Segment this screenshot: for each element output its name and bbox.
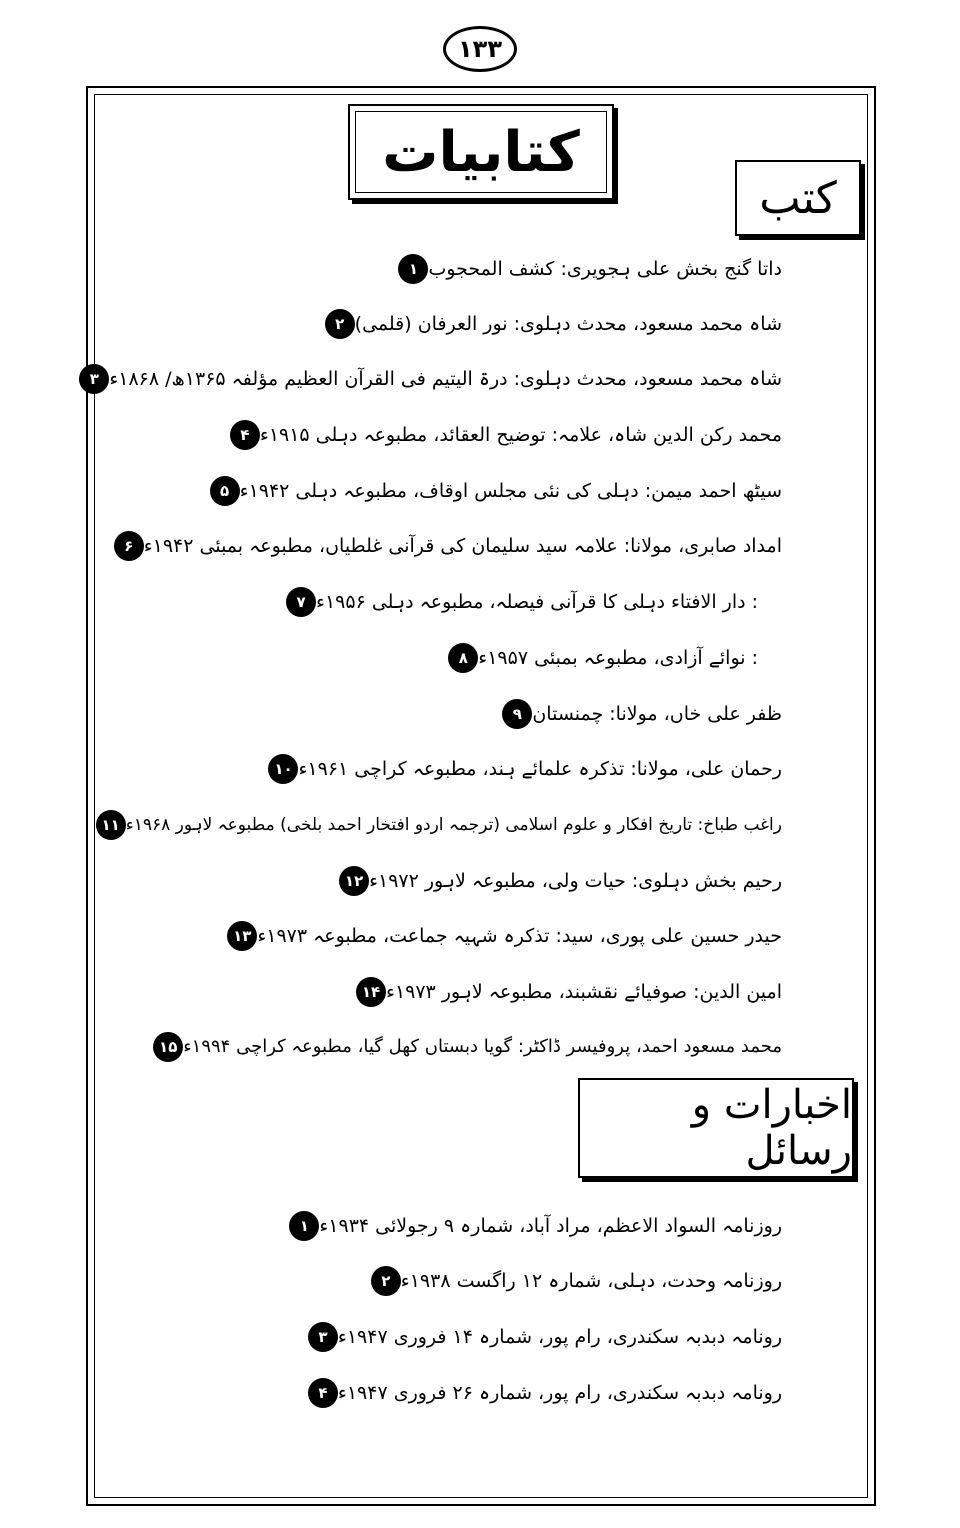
entry-number: ۱۰: [268, 754, 298, 784]
entry-number: ۱: [289, 1211, 319, 1241]
entry-text: رونامہ دبدبہ سکندری، رام پور، شمارہ ۱۴ فروری ۱۹۴۷ء: [337, 1326, 782, 1348]
entry-number: ۱۱: [96, 810, 126, 840]
book-entry: [71, 362, 782, 396]
entry-text: داتا گنج بخش علی ہجویری: کشف المحجوب: [428, 258, 782, 280]
book-entry: [440, 641, 782, 675]
entry-number: ۹: [502, 699, 532, 729]
entry-text: شاہ محمد مسعود، محدث دہلوی: درۃ الیتیم فی القرآن العظیم مؤلفہ ۱۳۶۵ھ/ ۱۸۶۸ء: [109, 368, 782, 390]
entry-text: امداد صابری، مولانا: علامہ سید سلیمان کی قرآنی غلطیاں، مطبوعہ بمبئی ۱۹۴۲ء: [143, 535, 782, 557]
book-entry: [219, 919, 782, 953]
book-entry: [88, 808, 782, 842]
news-entry: [281, 1209, 782, 1243]
book-entry: [390, 252, 782, 286]
entry-text: رونامہ دبدبہ سکندری، رام پور، شمارہ ۲۶ فروری ۱۹۴۷ء: [337, 1382, 782, 1404]
book-entry: [331, 864, 782, 898]
news-heading: اخبارات و رسائل: [578, 1078, 854, 1178]
entry-text: سیٹھ احمد میمن: دہلی کی نئی مجلس اوقاف، مطبوعہ دہلی ۱۹۴۲ء: [239, 480, 782, 502]
entry-number: ۱۳: [227, 921, 257, 951]
book-entry: [145, 1030, 782, 1064]
entry-text: حیدر حسین علی پوری، سید: تذکرہ شہیہ جماعت، مطبوعہ ۱۹۷۳ء: [257, 925, 782, 947]
entry-number: ۱۴: [356, 977, 386, 1007]
entry-text: روزنامہ وحدت، دہلی، شمارہ ۱۲ راگست ۱۹۳۸ء: [400, 1270, 782, 1292]
entry-number: ۴: [230, 420, 260, 450]
entry-number: ۴: [308, 1378, 338, 1408]
news-entry: [300, 1376, 782, 1410]
book-entry: [317, 307, 782, 341]
entry-number: ۳: [308, 1322, 338, 1352]
entry-text: محمد مسعود احمد، پروفیسر ڈاکٹر: گویا دبستاں کھل گیا، مطبوعہ کراچی ۱۹۹۴ء: [183, 1036, 782, 1057]
entry-number: ۳: [79, 364, 109, 394]
book-entry: [222, 418, 782, 452]
entry-number: ۸: [448, 643, 478, 673]
book-entry: [494, 697, 782, 731]
entry-number: ۲: [325, 309, 355, 339]
entry-number: ۷: [286, 587, 316, 617]
news-entry: [300, 1320, 782, 1354]
page-number: ۱۳۳: [443, 26, 517, 72]
book-entry: [348, 975, 782, 1009]
page-title: کتابیات: [355, 111, 607, 193]
entry-number: ۱۵: [153, 1032, 183, 1062]
entry-text: امین الدین: صوفیائے نقشبند، مطبوعہ لاہور ۱۹۷۳ء: [386, 981, 782, 1003]
entry-text: شاہ محمد مسعود، محدث دہلوی: نور العرفان (قلمی): [354, 313, 782, 335]
entry-number: ۱۲: [339, 866, 369, 896]
entry-text: رحمان علی، مولانا: تذکرہ علمائے ہند، مطبوعہ کراچی ۱۹۶۱ء: [298, 758, 782, 780]
book-entry: [202, 474, 782, 508]
book-entry: [278, 585, 782, 619]
news-entry: [363, 1264, 782, 1298]
entry-number: ۵: [210, 476, 240, 506]
title-box: [348, 104, 614, 200]
entry-text: : دار الافتاء دہلی کا قرآنی فیصلہ، مطبوعہ دہلی ۱۹۵۶ء: [316, 591, 758, 613]
books-heading: کتب: [735, 160, 861, 236]
entry-text: ظفر علی خاں، مولانا: چمنستان: [532, 703, 782, 725]
entry-text: : نوائے آزادی، مطبوعہ بمبئی ۱۹۵۷ء: [478, 647, 758, 669]
entry-text: راغب طباخ: تاریخ افکار و علوم اسلامی (ترجمہ اردو افتخار احمد بلخی) مطبوعہ لاہور ۱۹۶۸ء: [125, 815, 782, 835]
entry-text: روزنامہ السواد الاعظم، مراد آباد، شمارہ ۹ رجولائی ۱۹۳۴ء: [319, 1215, 782, 1237]
entry-number: ۲: [371, 1266, 401, 1296]
book-entry: [260, 752, 782, 786]
entry-text: محمد رکن الدین شاہ، علامہ: توضیح العقائد، مطبوعہ دہلی ۱۹۱۵ء: [259, 424, 782, 446]
book-entry: [106, 529, 782, 563]
entry-number: ۱: [398, 254, 428, 284]
entry-number: ۶: [114, 531, 144, 561]
entry-text: رحیم بخش دہلوی: حیات ولی، مطبوعہ لاہور ۱۹۷۲ء: [369, 870, 782, 892]
